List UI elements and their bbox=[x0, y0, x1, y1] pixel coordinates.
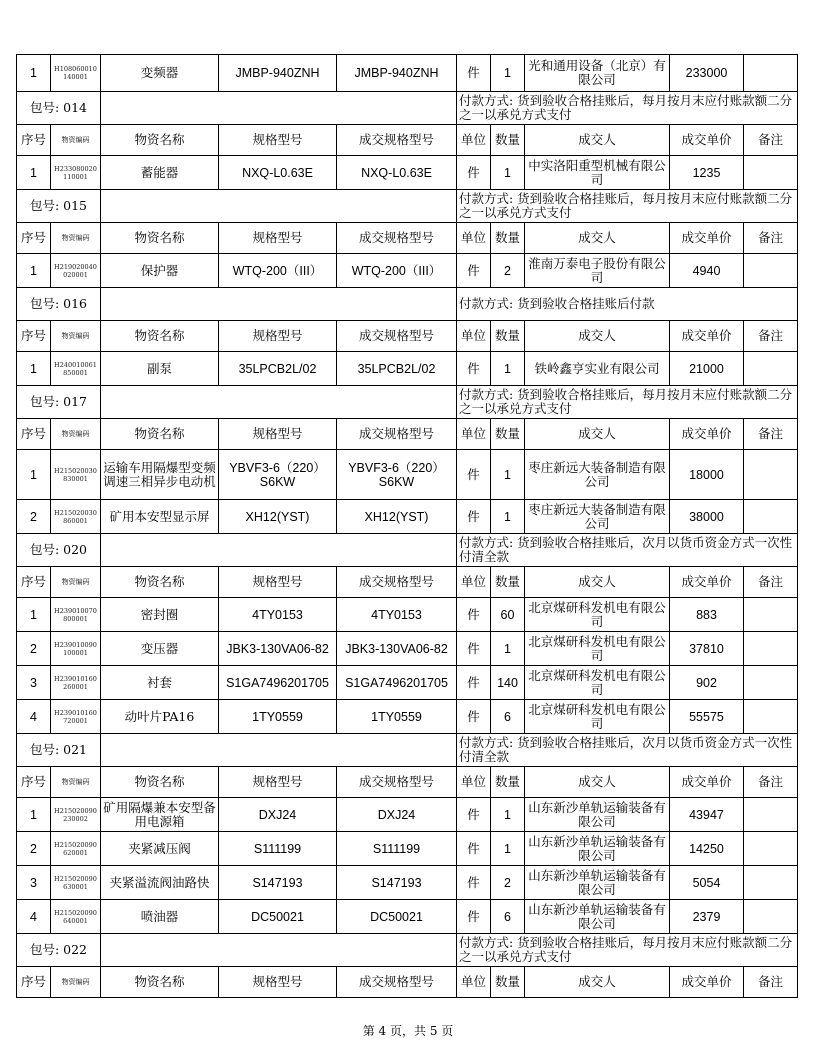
cell-seq: 1 bbox=[17, 798, 51, 832]
header-qty: 数量 bbox=[491, 419, 525, 450]
cell-vendor: 北京煤研科发机电有限公司 bbox=[525, 700, 670, 734]
header-note: 备注 bbox=[744, 321, 798, 352]
cell-name: 运输车用隔爆型变频调速三相异步电动机 bbox=[101, 450, 219, 500]
cell-code: H239010160720001 bbox=[51, 700, 101, 734]
header-note: 备注 bbox=[744, 223, 798, 254]
cell-seq: 1 bbox=[17, 450, 51, 500]
cell-qty: 6 bbox=[491, 700, 525, 734]
cell-price: 21000 bbox=[670, 352, 744, 386]
header-name: 物资名称 bbox=[101, 223, 219, 254]
package-row bbox=[17, 92, 798, 125]
cell-unit: 件 bbox=[457, 700, 491, 734]
header-note: 备注 bbox=[744, 767, 798, 798]
cell-qty: 1 bbox=[491, 632, 525, 666]
payment-terms: 付款方式: 货到验收合格挂账后，每月按月末应付账款额二分之一以承兑方式支付 bbox=[457, 190, 798, 223]
cell-note bbox=[744, 450, 798, 500]
cell-vendor: 北京煤研科发机电有限公司 bbox=[525, 666, 670, 700]
column-header-row bbox=[17, 125, 798, 156]
cell-spec: S111199 bbox=[219, 832, 337, 866]
header-price: 成交单价 bbox=[670, 767, 744, 798]
package-label: 包号: 016 bbox=[17, 288, 101, 321]
cell-name: 变频器 bbox=[101, 55, 219, 92]
header-qty: 数量 bbox=[491, 223, 525, 254]
header-name: 物资名称 bbox=[101, 767, 219, 798]
header-unit: 单位 bbox=[457, 967, 491, 998]
cell-price: 43947 bbox=[670, 798, 744, 832]
header-spec: 规格型号 bbox=[219, 419, 337, 450]
cell-deal-spec: WTQ-200（III） bbox=[337, 254, 457, 288]
cell-spec: DC50021 bbox=[219, 900, 337, 934]
cell-price: 55575 bbox=[670, 700, 744, 734]
cell-qty: 1 bbox=[491, 450, 525, 500]
header-unit: 单位 bbox=[457, 321, 491, 352]
package-row bbox=[17, 288, 798, 321]
table-body bbox=[17, 55, 798, 998]
cell-seq: 1 bbox=[17, 156, 51, 190]
cell-code: H215020090620001 bbox=[51, 832, 101, 866]
cell-note bbox=[744, 866, 798, 900]
header-spec: 规格型号 bbox=[219, 125, 337, 156]
cell-deal-spec: JMBP-940ZNH bbox=[337, 55, 457, 92]
cell-seq: 3 bbox=[17, 666, 51, 700]
table-row bbox=[17, 666, 798, 700]
header-seq: 序号 bbox=[17, 967, 51, 998]
cell-price: 4940 bbox=[670, 254, 744, 288]
package-label: 包号: 022 bbox=[17, 934, 101, 967]
cell-vendor: 山东新沙单轨运输装备有限公司 bbox=[525, 900, 670, 934]
cell-note bbox=[744, 900, 798, 934]
header-unit: 单位 bbox=[457, 567, 491, 598]
cell-code: H215020030860001 bbox=[51, 500, 101, 534]
package-blank bbox=[101, 534, 457, 567]
package-row bbox=[17, 386, 798, 419]
table-row bbox=[17, 700, 798, 734]
cell-name: 夹紧溢流阀油路快 bbox=[101, 866, 219, 900]
cell-price: 902 bbox=[670, 666, 744, 700]
package-label: 包号: 014 bbox=[17, 92, 101, 125]
header-name: 物资名称 bbox=[101, 967, 219, 998]
cell-spec: NXQ-L0.63E bbox=[219, 156, 337, 190]
header-spec: 规格型号 bbox=[219, 321, 337, 352]
cell-qty: 1 bbox=[491, 352, 525, 386]
package-label: 包号: 015 bbox=[17, 190, 101, 223]
cell-code: H215020030830001 bbox=[51, 450, 101, 500]
cell-name: 夹紧减压阀 bbox=[101, 832, 219, 866]
cell-unit: 件 bbox=[457, 798, 491, 832]
payment-terms: 付款方式: 货到验收合格挂账后，每月按月末应付账款额二分之一以承兑方式支付 bbox=[457, 92, 798, 125]
header-qty: 数量 bbox=[491, 967, 525, 998]
package-blank bbox=[101, 190, 457, 223]
cell-name: 动叶片PA16 bbox=[101, 700, 219, 734]
package-row bbox=[17, 190, 798, 223]
header-seq: 序号 bbox=[17, 567, 51, 598]
column-header-row bbox=[17, 223, 798, 254]
cell-note bbox=[744, 156, 798, 190]
cell-unit: 件 bbox=[457, 156, 491, 190]
cell-seq: 1 bbox=[17, 598, 51, 632]
header-deal-spec: 成交规格型号 bbox=[337, 767, 457, 798]
header-note: 备注 bbox=[744, 967, 798, 998]
cell-unit: 件 bbox=[457, 450, 491, 500]
column-header-row bbox=[17, 419, 798, 450]
payment-terms: 付款方式: 货到验收合格挂账后付款 bbox=[457, 288, 798, 321]
cell-seq: 4 bbox=[17, 700, 51, 734]
cell-deal-spec: S1GA7496201705 bbox=[337, 666, 457, 700]
cell-seq: 2 bbox=[17, 632, 51, 666]
table-row bbox=[17, 866, 798, 900]
cell-unit: 件 bbox=[457, 500, 491, 534]
header-code: 物资编码 bbox=[51, 125, 101, 156]
header-code: 物资编码 bbox=[51, 567, 101, 598]
cell-spec: DXJ24 bbox=[219, 798, 337, 832]
cell-code: H239010090100001 bbox=[51, 632, 101, 666]
header-vendor: 成交人 bbox=[525, 223, 670, 254]
payment-terms: 付款方式: 货到验收合格挂账后，每月按月末应付账款额二分之一以承兑方式支付 bbox=[457, 934, 798, 967]
cell-vendor: 北京煤研科发机电有限公司 bbox=[525, 632, 670, 666]
header-note: 备注 bbox=[744, 125, 798, 156]
package-label: 包号: 021 bbox=[17, 734, 101, 767]
cell-deal-spec: DXJ24 bbox=[337, 798, 457, 832]
cell-vendor: 山东新沙单轨运输装备有限公司 bbox=[525, 866, 670, 900]
cell-vendor: 中实洛阳重型机械有限公司 bbox=[525, 156, 670, 190]
cell-code: H240010061850001 bbox=[51, 352, 101, 386]
column-header-row bbox=[17, 567, 798, 598]
cell-deal-spec: S147193 bbox=[337, 866, 457, 900]
cell-spec: WTQ-200（III） bbox=[219, 254, 337, 288]
package-row bbox=[17, 534, 798, 567]
cell-code: H215020090640001 bbox=[51, 900, 101, 934]
payment-terms: 付款方式: 货到验收合格挂账后，次月以货币资金方式一次性付清全款 bbox=[457, 734, 798, 767]
cell-deal-spec: 4TY0153 bbox=[337, 598, 457, 632]
payment-terms: 付款方式: 货到验收合格挂账后，每月按月末应付账款额二分之一以承兑方式支付 bbox=[457, 386, 798, 419]
cell-spec: 35LPCB2L/02 bbox=[219, 352, 337, 386]
cell-spec: JBK3-130VA06-82 bbox=[219, 632, 337, 666]
column-header-row bbox=[17, 321, 798, 352]
cell-unit: 件 bbox=[457, 598, 491, 632]
cell-note bbox=[744, 254, 798, 288]
procurement-result-table bbox=[16, 54, 798, 998]
cell-qty: 1 bbox=[491, 500, 525, 534]
table-row bbox=[17, 450, 798, 500]
cell-spec: S1GA7496201705 bbox=[219, 666, 337, 700]
header-seq: 序号 bbox=[17, 419, 51, 450]
header-deal-spec: 成交规格型号 bbox=[337, 125, 457, 156]
table-row bbox=[17, 632, 798, 666]
cell-price: 5054 bbox=[670, 866, 744, 900]
cell-deal-spec: JBK3-130VA06-82 bbox=[337, 632, 457, 666]
header-qty: 数量 bbox=[491, 767, 525, 798]
cell-note bbox=[744, 55, 798, 92]
header-unit: 单位 bbox=[457, 125, 491, 156]
cell-qty: 6 bbox=[491, 900, 525, 934]
table-row bbox=[17, 832, 798, 866]
header-vendor: 成交人 bbox=[525, 125, 670, 156]
cell-seq: 3 bbox=[17, 866, 51, 900]
column-header-row bbox=[17, 967, 798, 998]
cell-spec: JMBP-940ZNH bbox=[219, 55, 337, 92]
cell-vendor: 北京煤研科发机电有限公司 bbox=[525, 598, 670, 632]
header-name: 物资名称 bbox=[101, 419, 219, 450]
cell-name: 保护器 bbox=[101, 254, 219, 288]
cell-name: 副泵 bbox=[101, 352, 219, 386]
cell-price: 38000 bbox=[670, 500, 744, 534]
package-blank bbox=[101, 934, 457, 967]
header-vendor: 成交人 bbox=[525, 767, 670, 798]
header-price: 成交单价 bbox=[670, 321, 744, 352]
cell-deal-spec: 35LPCB2L/02 bbox=[337, 352, 457, 386]
header-price: 成交单价 bbox=[670, 967, 744, 998]
cell-code: H219020040020001 bbox=[51, 254, 101, 288]
table-row bbox=[17, 900, 798, 934]
header-seq: 序号 bbox=[17, 223, 51, 254]
header-name: 物资名称 bbox=[101, 567, 219, 598]
package-row bbox=[17, 734, 798, 767]
header-deal-spec: 成交规格型号 bbox=[337, 321, 457, 352]
cell-note bbox=[744, 500, 798, 534]
cell-vendor: 铁岭鑫亨实业有限公司 bbox=[525, 352, 670, 386]
cell-note bbox=[744, 632, 798, 666]
cell-code: H239010070800001 bbox=[51, 598, 101, 632]
header-deal-spec: 成交规格型号 bbox=[337, 419, 457, 450]
cell-spec: S147193 bbox=[219, 866, 337, 900]
header-seq: 序号 bbox=[17, 125, 51, 156]
header-deal-spec: 成交规格型号 bbox=[337, 567, 457, 598]
header-spec: 规格型号 bbox=[219, 967, 337, 998]
header-unit: 单位 bbox=[457, 767, 491, 798]
cell-unit: 件 bbox=[457, 832, 491, 866]
header-seq: 序号 bbox=[17, 767, 51, 798]
header-spec: 规格型号 bbox=[219, 767, 337, 798]
header-price: 成交单价 bbox=[670, 419, 744, 450]
cell-note bbox=[744, 700, 798, 734]
header-qty: 数量 bbox=[491, 321, 525, 352]
package-blank bbox=[101, 288, 457, 321]
header-vendor: 成交人 bbox=[525, 321, 670, 352]
cell-qty: 1 bbox=[491, 798, 525, 832]
header-note: 备注 bbox=[744, 567, 798, 598]
cell-spec: XH12(YST) bbox=[219, 500, 337, 534]
cell-unit: 件 bbox=[457, 632, 491, 666]
header-qty: 数量 bbox=[491, 567, 525, 598]
header-deal-spec: 成交规格型号 bbox=[337, 223, 457, 254]
cell-price: 1235 bbox=[670, 156, 744, 190]
package-blank bbox=[101, 92, 457, 125]
cell-code: H215020090630001 bbox=[51, 866, 101, 900]
cell-deal-spec: S111199 bbox=[337, 832, 457, 866]
cell-name: 喷油器 bbox=[101, 900, 219, 934]
cell-qty: 2 bbox=[491, 254, 525, 288]
cell-deal-spec: XH12(YST) bbox=[337, 500, 457, 534]
header-vendor: 成交人 bbox=[525, 967, 670, 998]
cell-seq: 1 bbox=[17, 254, 51, 288]
header-price: 成交单价 bbox=[670, 223, 744, 254]
header-code: 物资编码 bbox=[51, 223, 101, 254]
cell-note bbox=[744, 832, 798, 866]
cell-note bbox=[744, 798, 798, 832]
cell-seq: 2 bbox=[17, 832, 51, 866]
header-note: 备注 bbox=[744, 419, 798, 450]
cell-price: 14250 bbox=[670, 832, 744, 866]
cell-deal-spec: 1TY0559 bbox=[337, 700, 457, 734]
header-code: 物资编码 bbox=[51, 967, 101, 998]
header-spec: 规格型号 bbox=[219, 223, 337, 254]
cell-name: 衬套 bbox=[101, 666, 219, 700]
table-row bbox=[17, 156, 798, 190]
cell-deal-spec: DC50021 bbox=[337, 900, 457, 934]
table-row bbox=[17, 598, 798, 632]
cell-note bbox=[744, 666, 798, 700]
cell-vendor: 山东新沙单轨运输装备有限公司 bbox=[525, 798, 670, 832]
package-blank bbox=[101, 734, 457, 767]
header-unit: 单位 bbox=[457, 223, 491, 254]
cell-name: 矿用本安型显示屏 bbox=[101, 500, 219, 534]
cell-price: 18000 bbox=[670, 450, 744, 500]
cell-unit: 件 bbox=[457, 666, 491, 700]
header-seq: 序号 bbox=[17, 321, 51, 352]
table-row bbox=[17, 254, 798, 288]
header-vendor: 成交人 bbox=[525, 419, 670, 450]
cell-vendor: 光和通用设备（北京）有限公司 bbox=[525, 55, 670, 92]
cell-name: 矿用隔爆兼本安型备用电源箱 bbox=[101, 798, 219, 832]
header-name: 物资名称 bbox=[101, 321, 219, 352]
cell-spec: 1TY0559 bbox=[219, 700, 337, 734]
cell-name: 变压器 bbox=[101, 632, 219, 666]
cell-name: 蓄能器 bbox=[101, 156, 219, 190]
payment-terms: 付款方式: 货到验收合格挂账后，次月以货币资金方式一次性付清全款 bbox=[457, 534, 798, 567]
cell-seq: 4 bbox=[17, 900, 51, 934]
cell-qty: 1 bbox=[491, 156, 525, 190]
cell-unit: 件 bbox=[457, 866, 491, 900]
cell-unit: 件 bbox=[457, 55, 491, 92]
cell-note bbox=[744, 598, 798, 632]
header-code: 物资编码 bbox=[51, 321, 101, 352]
cell-unit: 件 bbox=[457, 900, 491, 934]
cell-spec: 4TY0153 bbox=[219, 598, 337, 632]
cell-code: H233080020110001 bbox=[51, 156, 101, 190]
header-qty: 数量 bbox=[491, 125, 525, 156]
table-row bbox=[17, 55, 798, 92]
cell-note bbox=[744, 352, 798, 386]
page-footer: 第 4 页，共 5 页 bbox=[362, 1024, 454, 1038]
cell-qty: 140 bbox=[491, 666, 525, 700]
header-code: 物资编码 bbox=[51, 767, 101, 798]
cell-qty: 60 bbox=[491, 598, 525, 632]
cell-qty: 1 bbox=[491, 55, 525, 92]
cell-vendor: 枣庄新远大装备制造有限公司 bbox=[525, 500, 670, 534]
cell-unit: 件 bbox=[457, 254, 491, 288]
package-label: 包号: 017 bbox=[17, 386, 101, 419]
cell-unit: 件 bbox=[457, 352, 491, 386]
package-row bbox=[17, 934, 798, 967]
cell-qty: 2 bbox=[491, 866, 525, 900]
header-name: 物资名称 bbox=[101, 125, 219, 156]
table-row bbox=[17, 798, 798, 832]
header-unit: 单位 bbox=[457, 419, 491, 450]
cell-vendor: 淮南万泰电子股份有限公司 bbox=[525, 254, 670, 288]
cell-price: 883 bbox=[670, 598, 744, 632]
cell-code: H108060010140001 bbox=[51, 55, 101, 92]
table-row bbox=[17, 500, 798, 534]
cell-code: H239010160260001 bbox=[51, 666, 101, 700]
cell-price: 37810 bbox=[670, 632, 744, 666]
cell-seq: 1 bbox=[17, 55, 51, 92]
cell-vendor: 山东新沙单轨运输装备有限公司 bbox=[525, 832, 670, 866]
header-deal-spec: 成交规格型号 bbox=[337, 967, 457, 998]
header-spec: 规格型号 bbox=[219, 567, 337, 598]
cell-name: 密封圈 bbox=[101, 598, 219, 632]
package-blank bbox=[101, 386, 457, 419]
cell-deal-spec: YBVF3-6（220）S6KW bbox=[337, 450, 457, 500]
cell-price: 2379 bbox=[670, 900, 744, 934]
cell-code: H215020090230002 bbox=[51, 798, 101, 832]
cell-spec: YBVF3-6（220）S6KW bbox=[219, 450, 337, 500]
cell-price: 233000 bbox=[670, 55, 744, 92]
cell-seq: 2 bbox=[17, 500, 51, 534]
cell-vendor: 枣庄新远大装备制造有限公司 bbox=[525, 450, 670, 500]
header-price: 成交单价 bbox=[670, 125, 744, 156]
cell-deal-spec: NXQ-L0.63E bbox=[337, 156, 457, 190]
cell-qty: 1 bbox=[491, 832, 525, 866]
cell-seq: 1 bbox=[17, 352, 51, 386]
header-price: 成交单价 bbox=[670, 567, 744, 598]
column-header-row bbox=[17, 767, 798, 798]
header-vendor: 成交人 bbox=[525, 567, 670, 598]
table-row bbox=[17, 352, 798, 386]
header-code: 物资编码 bbox=[51, 419, 101, 450]
package-label: 包号: 020 bbox=[17, 534, 101, 567]
